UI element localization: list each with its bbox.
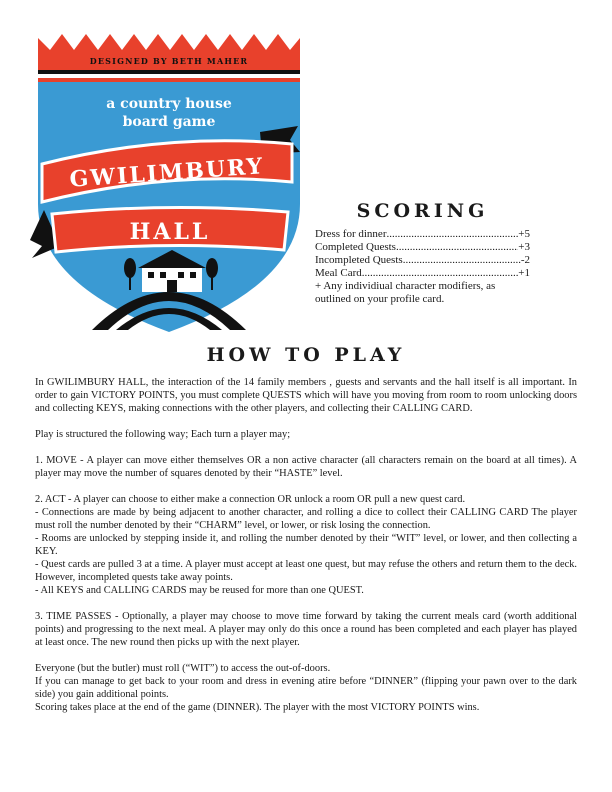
logo-graphic (30, 14, 316, 344)
scoring-note: + Any individiual character modifiers, as outlined on your profile card. (315, 280, 496, 305)
rules-structure: Play is structured the following way; Each turn a player may; (35, 429, 291, 440)
scoring-panel (315, 200, 530, 306)
title-line-2: HALL (129, 219, 211, 245)
score-points: +3 (518, 241, 530, 253)
rules-move: 1. MOVE - A player can move either themselves OR a non active character (all characters remain on the board at all times). A player may move the number of squares denoted by their “HASTE” level. (35, 455, 577, 479)
how-to-play-title: HOW TO PLAY (206, 344, 406, 366)
rules-act-reuse: - All KEYS and CALLING CARDS may be reused for more than one QUEST. (35, 585, 364, 596)
score-points: +1 (518, 267, 530, 279)
designer-credit: DESIGNED BY BETH MAHER (89, 56, 249, 66)
rules-dress: If you can manage to get back to your room and dress in evening atire before “DINNER” (flipping your pawn over to the dark side) you gain additional points. (35, 676, 577, 700)
tree-right (206, 258, 218, 278)
stripe-white (38, 74, 300, 78)
rules-scoring: Scoring takes place at the end of the game (DINNER). The player with the most VICTORY POINTS wins. (35, 702, 480, 713)
score-label: Incompleted Quests (315, 254, 403, 266)
rules-outdoors: Everyone (but the butler) must roll (“WIT”) to access the out-of-doors. (35, 663, 331, 674)
score-label: Dress for dinner (315, 228, 387, 240)
rules-time: 3. TIME PASSES - Optionally, a player may choose to move time forward by taking the current meals card (worth additional points) and progressing to the next meal. A player may only do this once a round has been completed and each player has played at least once. The new round then picks up with the next player. (35, 611, 577, 648)
score-label: Meal Card (315, 267, 362, 279)
stripe-red (38, 78, 300, 82)
score-row (315, 228, 530, 241)
score-label: Completed Quests (315, 241, 396, 253)
score-row (315, 254, 530, 267)
tree-left (124, 258, 136, 278)
score-points: +5 (518, 228, 530, 240)
game-logo (30, 14, 316, 344)
rules-act-quests: - Quest cards are pulled 3 at a time. A player must accept at least one quest, but may refuse the others and return them to the deck. However, incompleted quests take away points. (35, 559, 577, 583)
score-row (315, 267, 530, 280)
score-points: -2 (520, 254, 530, 266)
rules-act: 2. ACT - A player can choose to either make a connection OR unlock a room OR pull a new quest card. (35, 494, 466, 505)
rules-act-rooms: - Rooms are unlocked by stepping inside it, and rolling the number denoted by their “WIT” level, or lower, and then collecting a KEY. (35, 533, 577, 557)
scoring-title: SCORING (356, 200, 489, 222)
tagline-line-2: board game (122, 114, 216, 130)
rules-act-connections: - Connections are made by being adjacent to another character, and rolling a dice to collect their CALLING CARD The player must roll the number denoted by their “CHARM” level, or lower, or risk losing the connection. (35, 507, 577, 531)
tagline-line-1: a country house (106, 96, 232, 112)
score-row (315, 241, 530, 254)
stripe-black (38, 70, 300, 74)
rules-body (35, 376, 577, 714)
rules-intro: In GWILIMBURY HALL, the interaction of the 14 family members , guests and servants and the hall itself is all important. In order to gain VICTORY POINTS, you must complete QUESTS which will have you moving from room to room unlocking doors and collecting KEYS, making connections with the other players, and collecting their CALLING CARD. (35, 377, 577, 414)
title-line-1: GWILIMBURY (68, 153, 266, 193)
